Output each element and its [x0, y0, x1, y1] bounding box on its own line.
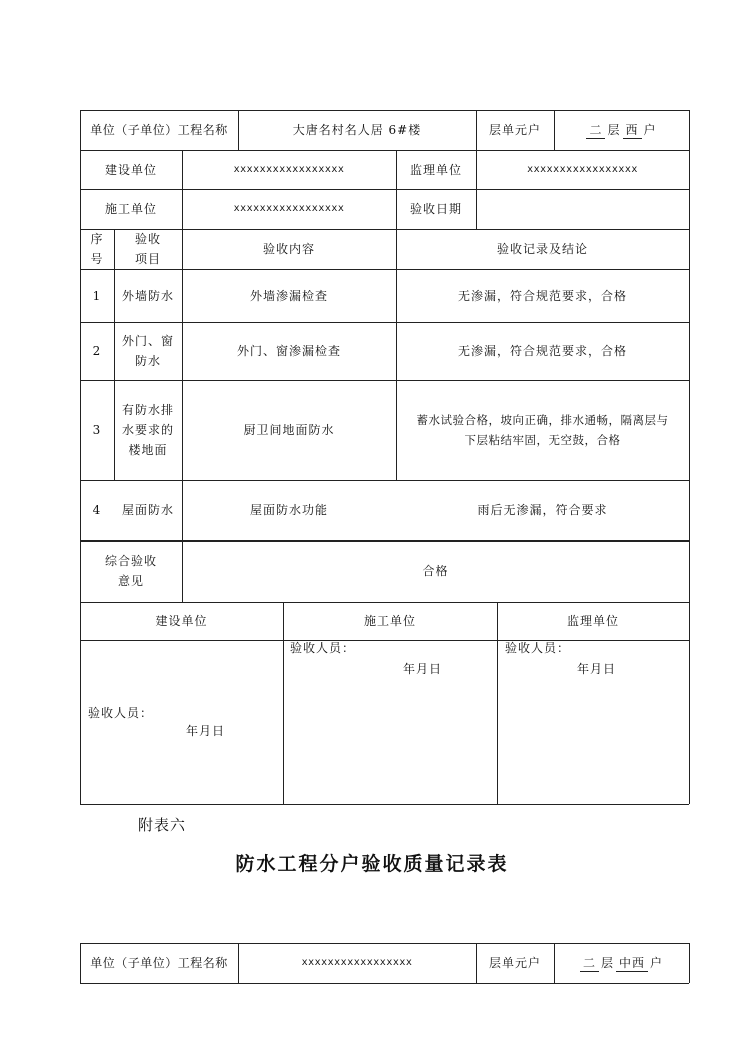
- supervisor-value: xxxxxxxxxxxxxxxxx: [527, 163, 638, 175]
- row-item: 屋面防水: [121, 503, 174, 517]
- row-item: [114, 380, 182, 480]
- row-content: 厨卫间地面防水: [243, 423, 335, 437]
- overall-opinion-label-line: 意见: [117, 574, 144, 588]
- builder-label: 建设单位: [104, 162, 157, 177]
- project-name-value: 大唐名村名人居 6#楼: [292, 123, 422, 137]
- row-record: 雨后无渗漏，符合要求: [477, 503, 608, 517]
- form-title: 防水工程分户验收质量记录表: [235, 853, 509, 875]
- builder-value: xxxxxxxxxxxxxxxxx: [233, 163, 345, 175]
- builder-signer-label: 验收人员：: [88, 706, 154, 720]
- floor-unit-value: [554, 110, 689, 150]
- overall-opinion-label-line: 综合验收: [104, 554, 157, 568]
- item-header-line: 项目: [134, 252, 161, 266]
- sign-header-supervisor: 监理单位: [566, 614, 619, 628]
- seq-header-line: 号: [90, 252, 104, 266]
- row-item-line: 水要求的: [121, 423, 174, 437]
- row-seq: 2: [92, 344, 102, 358]
- row-item: [114, 322, 182, 380]
- house-position: 中西: [616, 955, 648, 972]
- house-suffix: 户: [643, 123, 657, 137]
- row-record-line: 下层粘结牢固，无空鼓，合格: [464, 433, 621, 447]
- row-item-line: 外门、窗: [121, 334, 174, 348]
- table-border-right: [689, 110, 690, 804]
- row-item-line: 有防水排: [121, 403, 174, 417]
- row-seq: 4: [92, 503, 102, 517]
- acceptance-date-label: 验收日期: [409, 202, 462, 216]
- overall-opinion-value: 合格: [422, 564, 449, 578]
- project-name-value: xxxxxxxxxxxxxxxxx: [301, 957, 413, 968]
- table-border-bottom: [80, 804, 689, 805]
- table-border-bottom: [80, 983, 689, 984]
- builder-sign-date: 年月日: [186, 724, 226, 738]
- supervisor-sign-date: 年月日: [577, 662, 617, 676]
- row-item: 外墙防水: [121, 288, 174, 303]
- project-name-label: 单位（子单位）工程名称: [90, 123, 228, 137]
- row-record-line: 蓄水试验合格，坡向正确，排水通畅，隔离层与: [416, 413, 669, 427]
- row-record: [396, 380, 689, 480]
- row-item-line: 楼地面: [128, 443, 168, 457]
- row-content: 外墙渗漏检查: [249, 288, 328, 303]
- constructor-value: xxxxxxxxxxxxxxxxx: [233, 203, 345, 214]
- floor-unit-value: [554, 943, 689, 983]
- overall-opinion-label: [80, 540, 182, 602]
- floor-number: 二: [586, 122, 605, 139]
- table-border-right: [689, 943, 690, 983]
- row-content: 外门、窗渗漏检查: [236, 344, 341, 358]
- item-header: [114, 229, 182, 269]
- constructor-sign-date: 年月日: [403, 662, 443, 676]
- row-item-line: 防水: [134, 354, 161, 368]
- row-content: 屋面防水功能: [249, 503, 328, 517]
- floor-number: 二: [580, 955, 599, 972]
- house-suffix: 户: [650, 956, 664, 970]
- attachment-label: 附表六: [138, 816, 187, 834]
- row-seq: 3: [92, 423, 102, 437]
- floor-unit-label: 层单元户: [488, 123, 541, 137]
- floor-unit-label: 层单元户: [488, 956, 541, 970]
- house-position: 西: [623, 122, 642, 139]
- seq-header: [80, 229, 114, 269]
- floor-suffix: 层: [600, 956, 614, 970]
- table-rule: [80, 640, 689, 641]
- record-header: 验收记录及结论: [496, 242, 588, 256]
- seq-header-line: 序: [90, 232, 104, 246]
- row-record: 无渗漏，符合规范要求，合格: [457, 344, 627, 358]
- row-seq: 1: [92, 288, 102, 303]
- project-name-label: 单位（子单位）工程名称: [90, 956, 228, 970]
- floor-suffix: 层: [607, 123, 621, 137]
- acceptance-date-value: [476, 189, 689, 229]
- item-header-line: 验收: [134, 232, 161, 246]
- content-header: 验收内容: [262, 242, 315, 256]
- sign-header-builder: 建设单位: [155, 614, 208, 628]
- sign-header-constructor: 施工单位: [363, 614, 416, 628]
- supervisor-signer-label: 验收人员：: [505, 641, 571, 655]
- row-record: 无渗漏，符合规范要求，合格: [457, 288, 627, 303]
- constructor-signer-label: 验收人员：: [290, 641, 356, 655]
- constructor-label: 施工单位: [104, 202, 157, 216]
- supervisor-label: 监理单位: [409, 162, 462, 177]
